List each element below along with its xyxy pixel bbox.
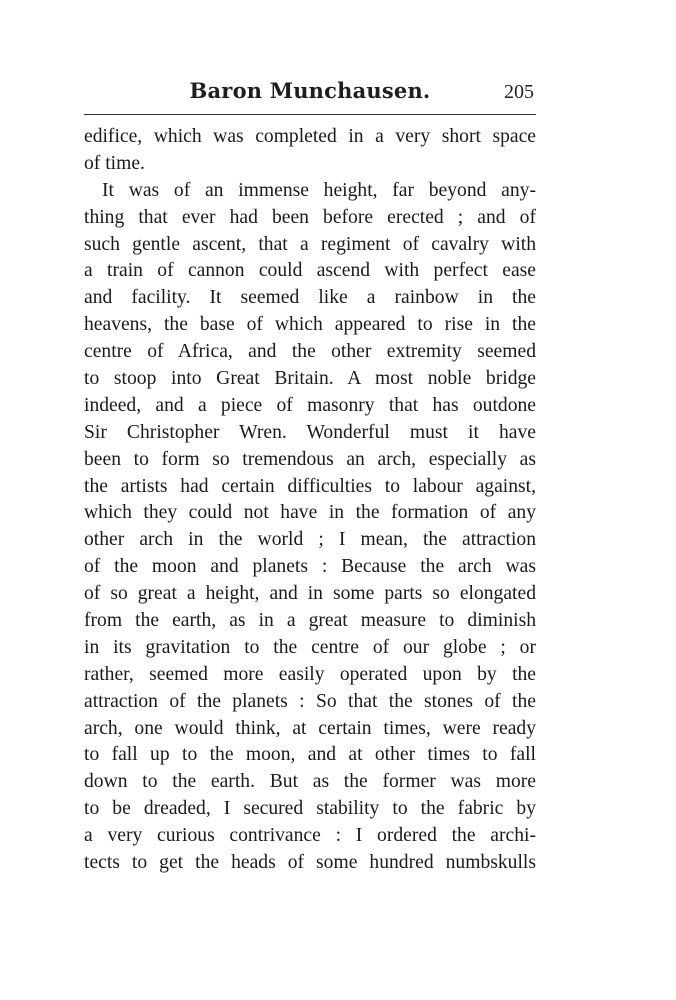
text-line: the artists had certain difficulties to labour against, <box>84 475 536 497</box>
text-line: been to form so tremendous an arch, especially as <box>84 448 536 470</box>
text-line: Sir Christopher Wren. Wonderful must it have <box>84 421 536 443</box>
text-line: such gentle ascent, that a regiment of cavalry with <box>84 233 536 255</box>
text-line: to fall up to the moon, and at other times to fall <box>84 744 536 766</box>
text-line: indeed, and a piece of masonry that has outdone <box>84 394 536 416</box>
text-line: down to the earth. But as the former was more <box>84 771 536 793</box>
text-line: heavens, the base of which appeared to rise in the <box>84 314 536 336</box>
text-line: of so great a height, and in some parts so elongated <box>84 583 536 605</box>
text-line: in its gravitation to the centre of our globe ; or <box>84 636 536 658</box>
text-line: edifice, which was completed in a very short space <box>84 126 536 147</box>
text-line: other arch in the world ; I mean, the attraction <box>84 529 536 551</box>
text-line: rather, seemed more easily operated upon by the <box>84 663 536 685</box>
running-title: Baron Munchausen. <box>189 78 431 103</box>
text-line: thing that ever had been before erected ; and of <box>84 206 536 228</box>
text-line: arch, one would think, at certain times, were ready <box>84 717 536 739</box>
page-number: 205 <box>504 81 534 103</box>
text-line: and facility. It seemed like a rainbow in the <box>84 287 536 309</box>
text-line: centre of Africa, and the other extremity seemed <box>84 341 536 363</box>
text-line: which they could not have in the formation of any <box>84 502 536 524</box>
text-line: of the moon and planets : Because the arch was <box>84 556 536 578</box>
text-line: to stoop into Great Britain. A most noble bridge <box>84 368 536 390</box>
text-line: attraction of the planets : So that the stones of the <box>84 690 536 712</box>
header-rule <box>84 114 536 115</box>
text-line: It was of an immense height, far beyond any- <box>102 179 536 201</box>
text-line: tects to get the heads of some hundred numbskulls <box>84 852 536 874</box>
running-head <box>84 78 536 112</box>
text-line: a train of cannon could ascend with perfect ease <box>84 260 536 282</box>
text-line: to be dreaded, I secured stability to the fabric by <box>84 798 536 820</box>
text-line: from the earth, as in a great measure to diminish <box>84 610 536 632</box>
text-line: a very curious contrivance : I ordered the archi- <box>84 825 536 847</box>
body-text <box>84 124 536 877</box>
text-line: of time. <box>84 152 145 174</box>
